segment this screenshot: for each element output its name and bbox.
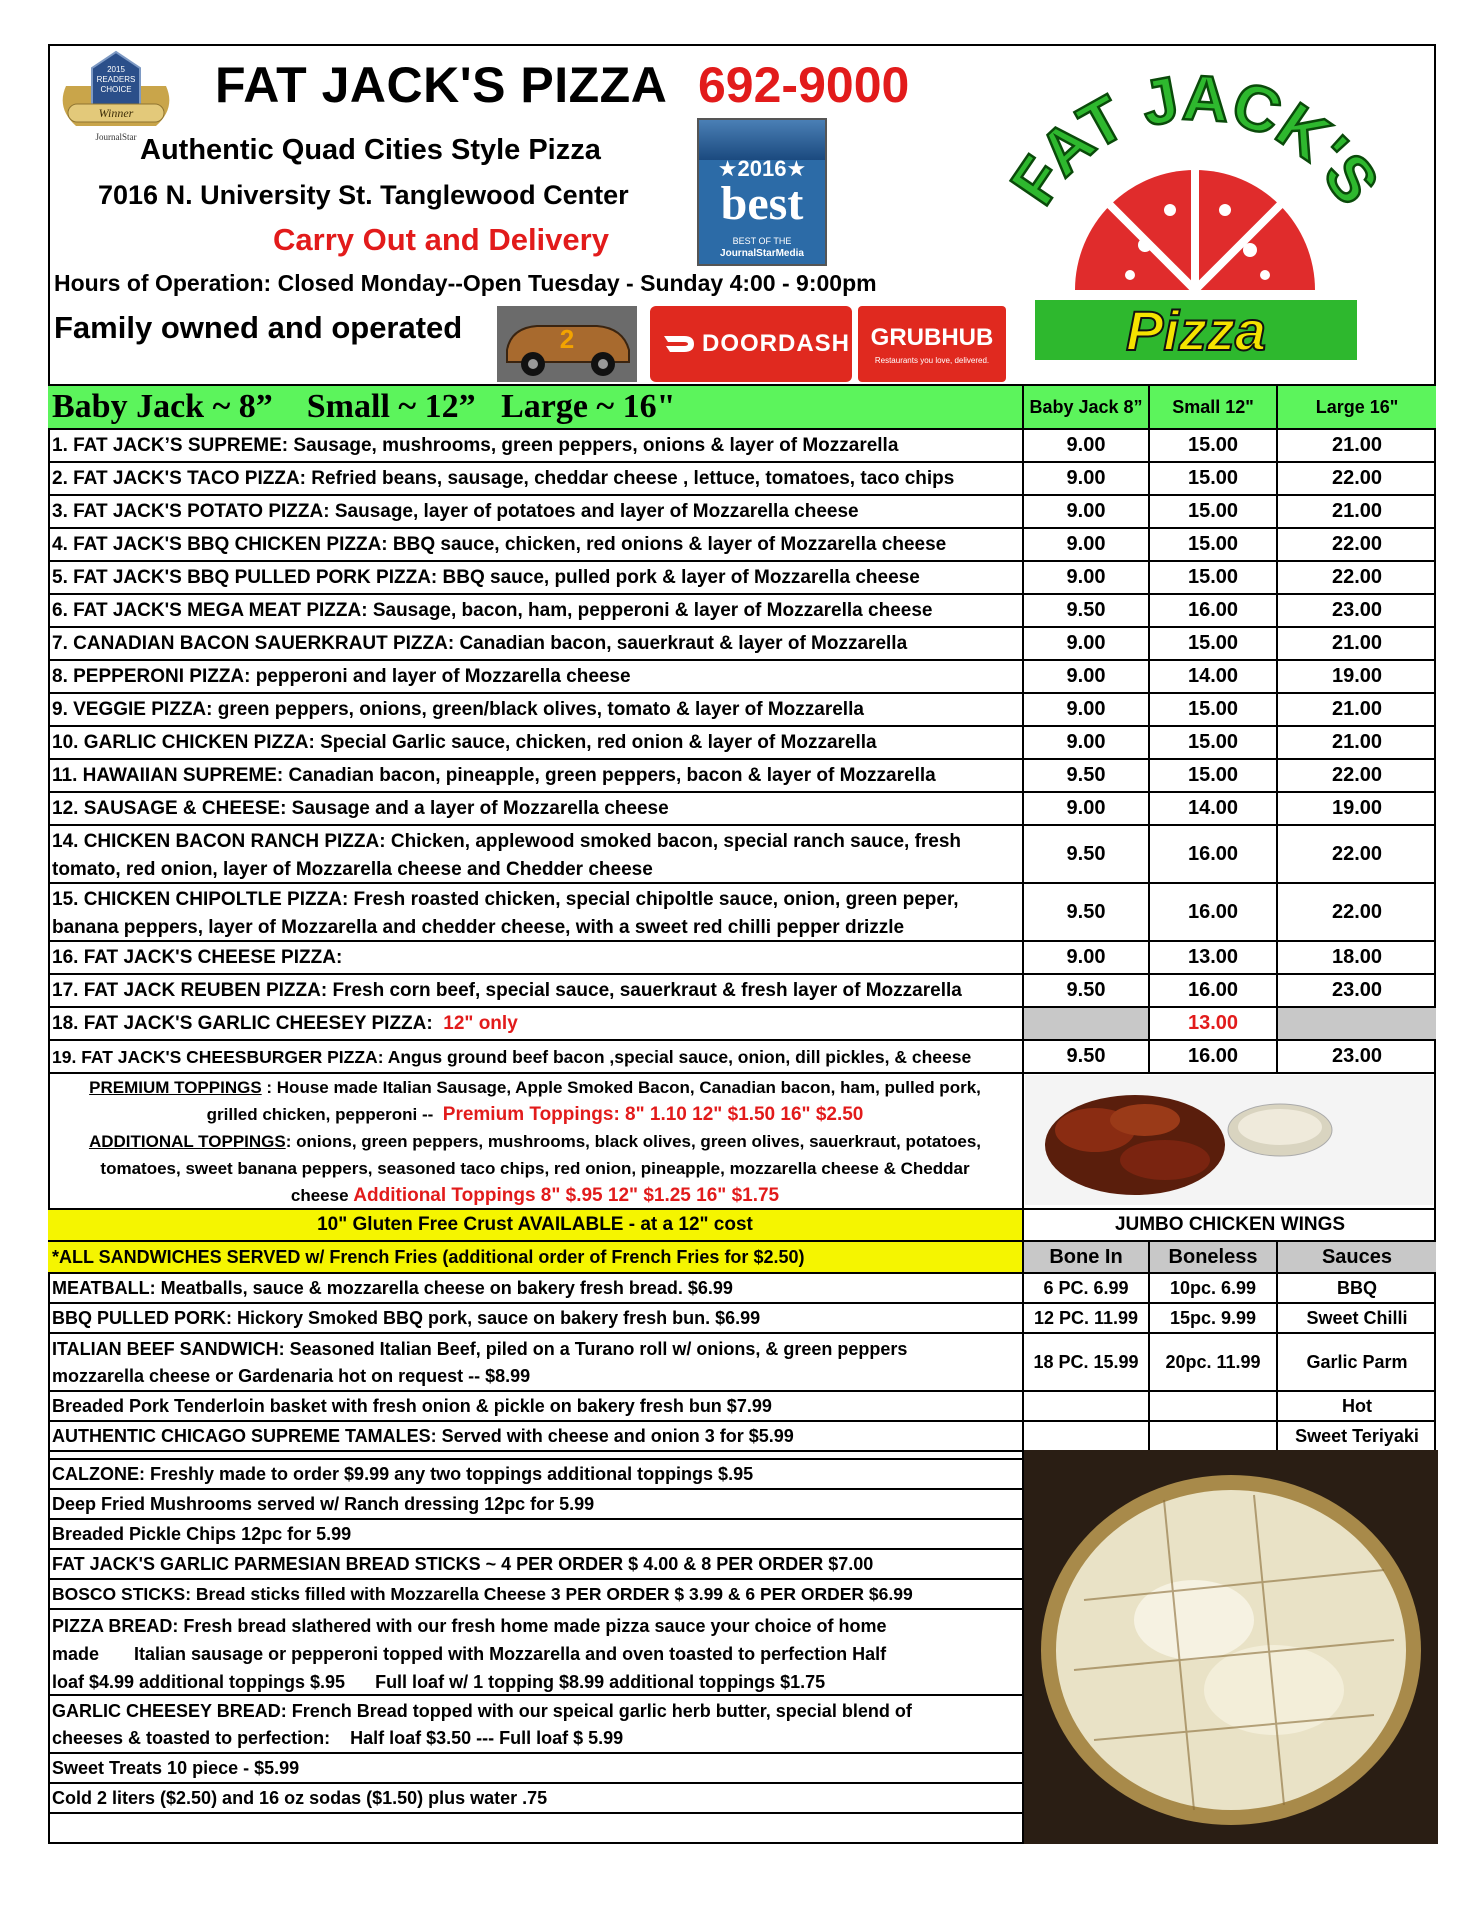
sandwich-row: BBQ PULLED PORK: Hickory Smoked BBQ pork, sauce on bakery fresh bun. $6.99 12 PC. 11.99 15pc. 9.99 Sweet Chilli <box>48 1302 1436 1332</box>
tagline: Authentic Quad Cities Style Pizza <box>140 134 601 166</box>
pizza-row: 4. FAT JACK'S BBQ CHICKEN PIZZA: BBQ sauce, chicken, red onions & layer of Mozzarella cheese 9.00 15.00 22.00 <box>48 527 1436 560</box>
pizza-row: 9. VEGGIE PIZZA: green peppers, onions, green/black olives, tomato & layer of Mozzarella 9.00 15.00 21.00 <box>48 692 1436 725</box>
pizza-row: 10. GARLIC CHICKEN PIZZA: Special Garlic sauce, chicken, red onion & layer of Mozzarella 9.00 15.00 21.00 <box>48 725 1436 758</box>
side-item: Sweet Treats 10 piece - $5.99 <box>48 1752 1022 1782</box>
wings-col-bone-in: Bone In <box>1022 1242 1148 1272</box>
size-only-note: 12" only <box>443 1012 518 1034</box>
side-item: Deep Fried Mushrooms served w/ Ranch dressing 12pc for 5.99 <box>48 1488 1022 1518</box>
sandwich-row: AUTHENTIC CHICAGO SUPREME TAMALES: Served with cheese and onion 3 for $5.99 Sweet Teriyaki <box>48 1420 1436 1450</box>
gluten-free-note: 10" Gluten Free Crust AVAILABLE - at a 12" cost <box>48 1210 1022 1240</box>
side-item-garlic-bread: GARLIC CHEESEY BREAD: French Bread topped with our speical garlic herb butter, special blend of cheeses & toasted to perfection: Half loaf $3.50 --- Full loaf $ 5.99 <box>48 1694 1022 1752</box>
pizza-row: 12. SAUSAGE & CHEESE: Sausage and a layer of Mozzarella cheese 9.00 14.00 19.00 <box>48 791 1436 824</box>
delivery-car-icon <box>497 306 637 382</box>
restaurant-name: FAT JACK'S PIZZA <box>215 57 668 113</box>
sandwich-row: MEATBALL: Meatballs, sauce & mozzarella cheese on bakery fresh bread. $6.99 6 PC. 6.99 10pc. 6.99 BBQ <box>48 1272 1436 1302</box>
chicken-wings-photo <box>1025 1075 1433 1205</box>
premium-toppings-prices: Premium Toppings: 8" 1.10 12" $1.50 16" $2.50 <box>442 1104 864 1125</box>
sandwiches-header: *ALL SANDWICHES SERVED w/ French Fries (additional order of French Fries for $2.50) <box>48 1242 1022 1272</box>
doordash-logo[interactable]: DOORDASH <box>650 306 852 382</box>
pizza-row: 1. FAT JACK’S SUPREME: Sausage, mushrooms, green peppers, onions & layer of Mozzarella 9.00 15.00 21.00 <box>48 428 1436 461</box>
doordash-icon <box>662 328 696 358</box>
col-header-baby: Baby Jack 8” <box>1022 386 1148 428</box>
service-type: Carry Out and Delivery <box>273 222 609 257</box>
side-item: CALZONE: Freshly made to order $9.99 any two toppings additional toppings $.95 <box>48 1458 1022 1488</box>
additional-toppings-prices: Additional Toppings 8" $.95 12" $1.25 16" $1.75 <box>353 1185 780 1206</box>
side-item-pizza-bread: PIZZA BREAD: Fresh bread slathered with our fresh home made pizza sauce your choice of home made Italian sausage or pepperoni topped with Mozzarella and oven toasted to perfection Half loaf $4.99 additional toppings $.95 Full loaf w/ 1 topping $8.99 additional toppings $1.75 <box>48 1608 1022 1694</box>
address: 7016 N. University St. Tanglewood Center <box>98 180 629 210</box>
phone-number[interactable]: 692-9000 <box>698 57 910 113</box>
side-item: BOSCO STICKS: Bread sticks filled with Mozzarella Cheese 3 PER ORDER $ 3.99 & 6 PER ORDER $6.99 <box>48 1578 1022 1608</box>
pizza-row: 8. PEPPERONI PIZZA: pepperoni and layer of Mozzarella cheese 9.00 14.00 19.00 <box>48 659 1436 692</box>
pizza-row: 5. FAT JACK'S BBQ PULLED PORK PIZZA: BBQ sauce, pulled pork & layer of Mozzarella cheese 9.00 15.00 22.00 <box>48 560 1436 593</box>
pizza-row: 2. FAT JACK'S TACO PIZZA: Refried beans, sausage, cheddar cheese , lettuce, tomatoes, taco chips 9.00 15.00 22.00 <box>48 461 1436 494</box>
pizza-row: 14. CHICKEN BACON RANCH PIZZA: Chicken, applewood smoked bacon, special ranch sauce, fresh tomato, red onion, layer of Mozzarella cheese and Chedder cheese 9.50 16.00 22.00 <box>48 824 1436 882</box>
col-header-small: Small 12" <box>1148 386 1276 428</box>
sandwich-row: Breaded Pork Tenderloin basket with fresh onion & pickle on bakery fresh bun $7.99 Hot <box>48 1390 1436 1420</box>
pizza-row: 19. FAT JACK'S CHEESBURGER PIZZA: Angus ground beef bacon ,special sauce, onion, dill pickles, & cheese 9.50 16.00 23.00 <box>48 1039 1436 1072</box>
svg-text:JournalStar: JournalStar <box>95 132 137 142</box>
readers-choice-badge <box>56 48 176 148</box>
pizza-row: 17. FAT JACK REUBEN PIZZA: Fresh corn beef, special sauce, sauerkraut & fresh layer of Mozzarella 9.50 16.00 23.00 <box>48 973 1436 1006</box>
best-of-2016-badge: ★2016★ best BEST OF THE JournalStarMedia <box>697 118 827 266</box>
pizza-row: 6. FAT JACK'S MEGA MEAT PIZZA: Sausage, bacon, ham, pepperoni & layer of Mozzarella cheese 9.50 16.00 23.00 <box>48 593 1436 626</box>
svg-text:Pizza: Pizza <box>1125 299 1267 362</box>
size-legend: Baby Jack ~ 8” Small ~ 12” Large ~ 16" <box>48 386 1022 428</box>
svg-text:READERS: READERS <box>96 75 136 84</box>
toppings-section: PREMIUM TOPPINGS : House made Italian Sausage, Apple Smoked Bacon, Canadian bacon, ham, pulled pork, grilled chicken, pepperoni -- Premium Toppings: 8" 1.10 12" $1.50 16" $2.50 ADDITIONAL TOPPINGS: onions, green peppers, mushrooms, black olives, green olives, sauerkraut, potatoes, tomatoes, sweet banana peppers, seasoned taco chips, red onion, pineapple, mozzarella cheese & Cheddar cheese Additional Toppings 8" $.95 12" $1.25 16" $1.75 <box>88 1078 982 1206</box>
wings-col-sauces: Sauces <box>1276 1242 1436 1272</box>
fat-jacks-pizza-logo <box>985 60 1405 365</box>
pizza-row: 16. FAT JACK'S CHEESE PIZZA: 9.00 13.00 18.00 <box>48 940 1436 973</box>
garlic-cheesey-bread-photo <box>1022 1450 1436 1844</box>
sandwich-row: ITALIAN BEEF SANDWICH: Seasoned Italian Beef, piled on a Turano roll w/ onions, & green peppers mozzarella cheese or Gardenaria hot on request -- $8.99 18 PC. 15.99 20pc. 11.99 Garlic Parm <box>48 1332 1436 1390</box>
pizza-row: 3. FAT JACK'S POTATO PIZZA: Sausage, layer of potatoes and layer of Mozzarella cheese 9.00 15.00 21.00 <box>48 494 1436 527</box>
svg-text:2: 2 <box>559 324 575 354</box>
hours-of-operation: Hours of Operation: Closed Monday--Open Tuesday - Sunday 4:00 - 9:00pm <box>54 270 877 296</box>
svg-text:FAT JACK'S: FAT JACK'S <box>996 61 1394 217</box>
svg-text:Winner: Winner <box>98 106 134 120</box>
menu-header-row <box>48 384 1436 428</box>
svg-text:CHOICE: CHOICE <box>100 85 132 94</box>
svg-text:2015: 2015 <box>107 65 125 74</box>
grubhub-logo[interactable]: GRUBHUB Restaurants you love, delivered. <box>858 306 1006 382</box>
side-item: Breaded Pickle Chips 12pc for 5.99 <box>48 1518 1022 1548</box>
family-owned-note: Family owned and operated <box>54 310 463 345</box>
pizza-row: 18. FAT JACK'S GARLIC CHEESEY PIZZA: 12" only 13.00 <box>48 1006 1436 1039</box>
pizza-row: 11. HAWAIIAN SUPREME: Canadian bacon, pineapple, green peppers, bacon & layer of Mozzarella 9.50 15.00 22.00 <box>48 758 1436 791</box>
wings-title: JUMBO CHICKEN WINGS <box>1022 1210 1436 1240</box>
side-item: Cold 2 liters ($2.50) and 16 oz sodas ($1.50) plus water .75 <box>48 1782 1022 1812</box>
col-header-large: Large 16" <box>1276 386 1436 428</box>
side-item: FAT JACK'S GARLIC PARMESIAN BREAD STICKS ~ 4 PER ORDER $ 4.00 & 8 PER ORDER $7.00 <box>48 1548 1022 1578</box>
wings-col-boneless: Boneless <box>1148 1242 1276 1272</box>
pizza-row: 7. CANADIAN BACON SAUERKRAUT PIZZA: Canadian bacon, sauerkraut & layer of Mozzarella 9.00 15.00 21.00 <box>48 626 1436 659</box>
pizza-row: 15. CHICKEN CHIPOLTLE PIZZA: Fresh roasted chicken, special chipoltle sauce, onion, green peper, banana peppers, layer of Mozzarella and chedder cheese, with a sweet red chilli pepper drizzle 9.50 16.00 22.00 <box>48 882 1436 940</box>
